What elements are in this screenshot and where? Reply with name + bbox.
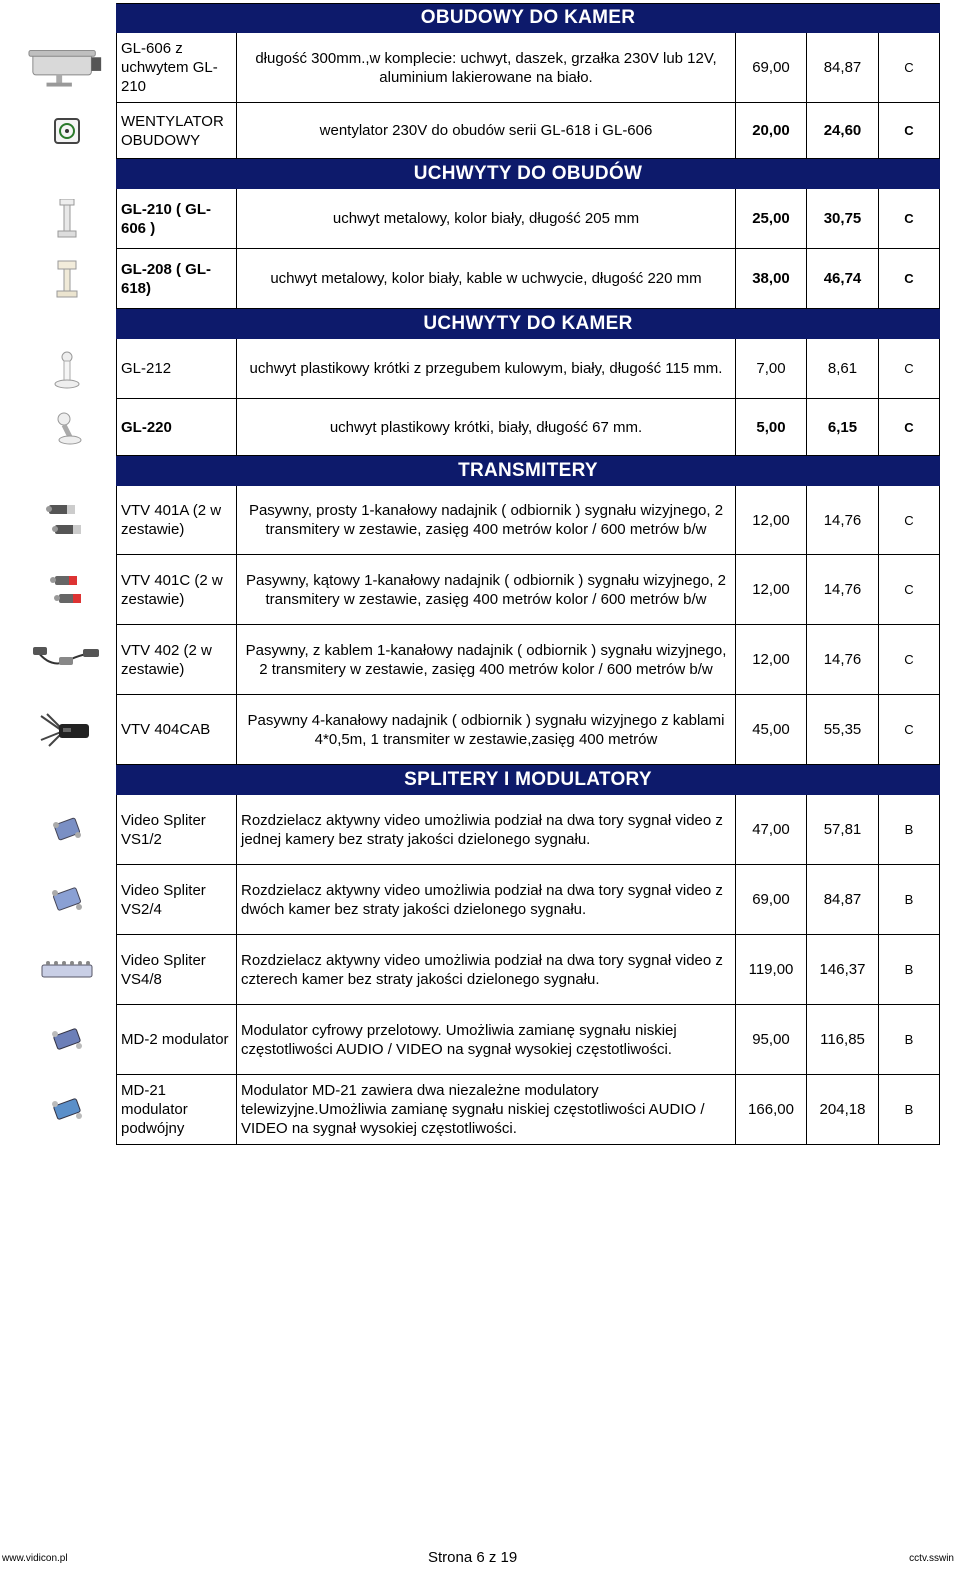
table-row	[116, 486, 940, 555]
product-description: uchwyt metalowy, kolor biały, długość 205 mm	[237, 189, 736, 248]
category: C	[904, 211, 914, 226]
net-price: 25,00	[736, 189, 807, 248]
gross-price: 24,60	[807, 103, 879, 158]
product-name: GL-212	[117, 339, 237, 398]
product-description: długość 300mm.,w komplecie: uchwyt, daszek, grzałka 230V lub 12V, aluminium lakierowane na biało.	[237, 33, 736, 102]
net-price: 69,00	[736, 865, 807, 934]
transmitter-icon	[27, 695, 107, 765]
net-price: 38,00	[736, 249, 807, 308]
gross-price: 146,37	[807, 935, 879, 1004]
product-name: GL-210 ( GL-606 )	[117, 189, 237, 248]
table-row	[116, 555, 940, 625]
table-row	[116, 249, 940, 309]
section-header-camera-brackets	[116, 309, 940, 339]
product-description: Rozdzielacz aktywny video umożliwia podział na dwa tory sygnał video z jednej kamery bez straty jakości dzielonego sygnału.	[237, 795, 736, 864]
net-price: 5,00	[736, 399, 807, 455]
product-name: GL-208 ( GL-618)	[117, 249, 237, 308]
gross-price: 6,15	[807, 399, 879, 455]
splitter-icon	[27, 935, 107, 1005]
net-price: 166,00	[736, 1075, 807, 1144]
category: C	[904, 271, 914, 286]
section-header-splitters-modulators	[116, 765, 940, 795]
product-description: Pasywny, kątowy 1-kanałowy nadajnik ( odbiornik ) sygnału wizyjnego, 2 transmitery w zestawie, zasięg 400 metrów kolor / 600 metrów b/w	[237, 555, 736, 624]
net-price: 69,00	[736, 33, 807, 102]
bracket-icon	[27, 399, 107, 456]
table-row	[116, 935, 940, 1005]
net-price: 20,00	[736, 103, 807, 158]
category: C	[904, 361, 914, 376]
table-row	[116, 865, 940, 935]
product-description: Pasywny, z kablem 1-kanałowy nadajnik ( odbiornik ) sygnału wizyjnego, 2 transmitery w zestawie, zasięg 400 metrów kolor / 600 metrów b/w	[237, 625, 736, 694]
section-header-housing-brackets	[116, 159, 940, 189]
category: C	[904, 652, 914, 667]
table-row	[116, 189, 940, 249]
table-row	[116, 399, 940, 456]
fan-icon	[27, 103, 107, 159]
net-price: 12,00	[736, 555, 807, 624]
section-title: UCHWYTY DO KAMER	[423, 312, 633, 334]
product-name: VTV 401A (2 w zestawie)	[117, 486, 237, 554]
gross-price: 30,75	[807, 189, 879, 248]
gross-price: 204,18	[807, 1075, 879, 1144]
footer-website: www.vidicon.pl	[2, 1553, 68, 1564]
net-price: 95,00	[736, 1005, 807, 1074]
category: C	[904, 722, 914, 737]
category: C	[904, 123, 914, 138]
gross-price: 84,87	[807, 33, 879, 102]
table-row	[116, 339, 940, 399]
splitter-icon	[27, 865, 107, 935]
gross-price: 14,76	[807, 486, 879, 554]
splitter-icon	[27, 795, 107, 865]
transmitter-icon	[27, 486, 107, 555]
gross-price: 57,81	[807, 795, 879, 864]
product-description: Rozdzielacz aktywny video umożliwia podział na dwa tory sygnał video z czterech kamer bez straty jakości dzielonego sygnału.	[237, 935, 736, 1004]
gross-price: 46,74	[807, 249, 879, 308]
category: C	[904, 512, 914, 528]
gross-price: 55,35	[807, 695, 879, 764]
product-description: Pasywny, prosty 1-kanałowy nadajnik ( odbiornik ) sygnału wizyjnego, 2 transmitery w zestawie, zasięg 400 metrów kolor / 600 metrów b/w	[237, 486, 736, 554]
page-number: Strona 6 z 19	[428, 1549, 518, 1566]
product-name: Video Spliter VS4/8	[117, 935, 237, 1004]
category: C	[904, 582, 914, 597]
product-description: Modulator MD-21 zawiera dwa niezależne modulatory telewizyjne.Umożliwia zamianę sygnału niskiej częstotliwości AUDIO / VIDEO na sygnał wysokiej częstotliwości.	[237, 1075, 736, 1144]
section-title: SPLITERY I MODULATORY	[404, 768, 652, 790]
net-price: 12,00	[736, 625, 807, 694]
category: B	[904, 1102, 914, 1117]
section-header-housings	[116, 3, 940, 33]
table-row	[116, 103, 940, 159]
net-price: 119,00	[736, 935, 807, 1004]
product-description: uchwyt plastikowy krótki z przegubem kulowym, biały, długość 115 mm.	[237, 339, 736, 398]
gross-price: 14,76	[807, 625, 879, 694]
product-name: GL-606 z uchwytem GL-210	[117, 33, 237, 102]
product-description: uchwyt plastikowy krótki, biały, długość 67 mm.	[237, 399, 736, 455]
product-name: VTV 402 (2 w zestawie)	[117, 625, 237, 694]
product-description: uchwyt metalowy, kolor biały, kable w uchwycie, długość 220 mm	[237, 249, 736, 308]
category: B	[904, 892, 914, 907]
category: C	[904, 60, 914, 75]
section-title: UCHWYTY DO OBUDÓW	[413, 162, 643, 184]
footer-site: cctv.sswin	[909, 1553, 954, 1564]
table-row	[116, 33, 940, 103]
gross-price: 14,76	[807, 555, 879, 624]
transmitter-icon	[27, 625, 107, 695]
category: B	[904, 1032, 914, 1047]
product-name: Video Spliter VS2/4	[117, 865, 237, 934]
section-title: OBUDOWY DO KAMER	[420, 7, 636, 28]
net-price: 47,00	[736, 795, 807, 864]
product-name: Video Spliter VS1/2	[117, 795, 237, 864]
bracket-icon	[27, 339, 107, 399]
gross-price: 8,61	[807, 339, 879, 398]
transmitter-icon	[27, 555, 107, 625]
price-list-table	[116, 3, 940, 1145]
product-description: wentylator 230V do obudów serii GL-618 i GL-606	[237, 103, 736, 158]
modulator-icon	[27, 1075, 107, 1145]
section-title: TRANSMITERY	[458, 459, 598, 481]
category: B	[904, 962, 914, 977]
gross-price: 84,87	[807, 865, 879, 934]
table-row	[116, 1005, 940, 1075]
modulator-icon	[27, 1005, 107, 1075]
product-name: VTV 404CAB	[117, 695, 237, 764]
table-row	[116, 695, 940, 765]
category: C	[904, 419, 914, 435]
table-row	[116, 625, 940, 695]
section-header-transmitters	[116, 456, 940, 486]
table-row	[116, 795, 940, 865]
net-price: 12,00	[736, 486, 807, 554]
net-price: 45,00	[736, 695, 807, 764]
product-description: Pasywny 4-kanałowy nadajnik ( odbiornik ) sygnału wizyjnego z kablami 4*0,5m, 1 transmiter w zestawie,zasięg 400 metrów	[237, 695, 736, 764]
bracket-icon	[27, 249, 107, 309]
gross-price: 116,85	[807, 1005, 879, 1074]
product-name: MD-2 modulator	[117, 1005, 237, 1074]
product-name: WENTYLATOR OBUDOWY	[117, 103, 237, 158]
category: B	[904, 822, 914, 837]
product-name: VTV 401C (2 w zestawie)	[117, 555, 237, 624]
camera-housing-icon	[27, 33, 107, 103]
net-price: 7,00	[736, 339, 807, 398]
product-name: MD-21 modulator podwójny	[117, 1075, 237, 1144]
product-description: Modulator cyfrowy przelotowy. Umożliwia zamianę sygnału niskiej częstotliwości AUDIO / VIDEO na sygnał wysokiej częstotliwości.	[237, 1005, 736, 1074]
product-description: Rozdzielacz aktywny video umożliwia podział na dwa tory sygnał video z dwóch kamer bez straty jakości dzielonego sygnału.	[237, 865, 736, 934]
table-row	[116, 1075, 940, 1145]
product-name: GL-220	[117, 399, 237, 455]
bracket-icon	[27, 189, 107, 249]
